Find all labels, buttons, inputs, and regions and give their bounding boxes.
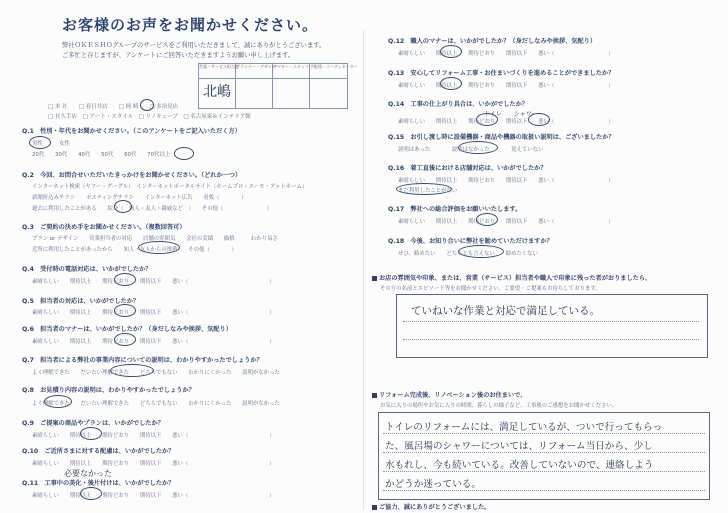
q3-circle (138, 241, 180, 254)
footer-thanks (372, 502, 490, 511)
q2-question: Q.2 今回、お問合せいただいたきっかけをお聞かせください。（どれか一つ） (22, 172, 242, 179)
q1-age-circle (174, 147, 194, 160)
comment2-box (378, 412, 710, 500)
store-options-row-1: □ 本 社 □ 春日井店 □ 岡 崎 □ 多治見店 (48, 104, 179, 110)
q10-question: Q.10 ご近所さまに対する配慮は、いかがでしたか？ (22, 448, 175, 455)
q16-circle (396, 183, 452, 195)
q6-question: Q.6 担当者のマナーは、いかがでしたか？（身だしなみや挨拶、気配り） (22, 326, 232, 333)
q17-answers: 素晴らしい 期待以上 期待どおり 期待以下 悪い（ ） (398, 219, 614, 225)
q14-circle-1 (476, 113, 498, 126)
q6-circle (114, 333, 136, 346)
q14-answers: 素晴らしい 期待以上 期待どおり 期待以下 悪い（ ） (398, 119, 614, 125)
page-title: お客様のお声をお聞かせください。 (62, 16, 319, 34)
q5-circle (114, 304, 136, 317)
footer-text: ご協力、誠にありがとうございました。 (379, 504, 491, 511)
comment1-handwritten: ていねいな作業と対応で満足している。 (411, 305, 600, 317)
q7-circle (110, 364, 154, 377)
q1-age: 20代 30代 40代 50代 60代 70代以上 (32, 152, 171, 158)
q11-question: Q.11 工事中の美化・後片付けは、いかがでしたか？ (22, 480, 175, 487)
q13-circle (440, 77, 462, 90)
q10-answers: 素晴らしい 期待以上 期待どおり 期待以下 悪い（ ） (32, 461, 275, 467)
q14-question: Q.14 工事の仕上がり具合は、いかがでしたか？ (388, 101, 528, 108)
q16-question: Q.16 着工直後における店舗対応は、いかがでしたか？ (388, 165, 547, 172)
q2-opt-2: 新聞折込みチラシ ポスティングチラシ インターネット広告 看板（ ） (32, 195, 247, 201)
stamp-col-planner: プランナー・デザイナー (236, 64, 273, 108)
intro-line-1: 弊社ＯＫＥＳＨＯグループのサービスをご利用いただきまして、誠にありがとうございます。 (62, 42, 326, 49)
store-selection-mark (140, 99, 154, 111)
comment1-question-text: お店の雰囲気や印象、または、営業（サービス）担当者や職人で印象に残った者がおりましたら、 (379, 275, 652, 282)
q1-gender-circle (29, 136, 51, 149)
q15-answers: 説明はあった 説明はなかった 覚えていない (398, 147, 544, 153)
q2-opt-3: 過去に利用したことがある 紹介（ 知人・友人・親戚など ） その他（ ） (32, 206, 272, 212)
q15-question: Q.15 お引し渡し時に設備機器・商品や機器の取扱い説明は、ございましたか？ (388, 134, 615, 141)
comment1-question-2: その方の名前とエピソード等をお聞かせください。ご要望・ご提案もお待ちしております。 (380, 286, 601, 292)
q7-answers: よく理解できた だいたい理解できた どちらでもない わかりにくかった 説明がなかった (32, 370, 280, 376)
q4-question: Q.4 受付時の電話対応は、いかがでしたか？ (22, 266, 152, 273)
q7-question: Q.7 担当者による弊社の事業内容についての説明は、わかりやすかったでしょうか？ (22, 357, 263, 364)
comment1-box (396, 294, 708, 358)
intro-line-2: ご多忙と存じますが、アンケートにご回答いただきますようお願い申し上げます。 (62, 52, 295, 59)
q5-question: Q.5 担当者の対応は、いかがでしたか？ (22, 298, 140, 305)
q2-opt-1: インターネット検索（ヤフー・グーグル） インターネットポータルサイト（ホームプロ・スーモ・アットホーム） (32, 184, 308, 190)
q17-circle (476, 213, 498, 226)
q3-question: Q.3 ご契約の決め手をお聞かせください。（複数回答可） (22, 224, 186, 231)
q1-gender: 男性 女性 (32, 141, 70, 147)
q8-answers: よく理解できた だいたい理解できた どちらでもない わかりにくかった 説明がなかった (32, 401, 280, 407)
q11-answers: 素晴らしい 期待以上 期待どおり 期待以下 悪い（ ） (32, 493, 275, 499)
comment2-line-1: トイレのリフォームには、満足しているが、ついで行ってもらっ (385, 422, 663, 433)
q12-answers: 素晴らしい 期待以上 期待どおり 期待以下 悪い（ ） (398, 51, 614, 57)
q4-answers: 素晴らしい 期待以上 期待どおり 期待以下 悪い（ ） (32, 279, 275, 285)
comment2-line-3: 水もれし、今も続いている。改善していないので、連絡しよう (385, 460, 654, 471)
q9-question: Q.9 ご提案の商品やプランは、いかがでしたか？ (22, 420, 164, 427)
q12-circle (440, 45, 462, 58)
comment2-line-2: た、風呂場のシャワーについては、リフォーム当日から、少し (385, 441, 653, 452)
q17-question: Q.17 弊社への総合評価をお願いいたします。 (388, 206, 522, 213)
store-options-row-2: □ 長久手店 □ アート・スタイル □ リノキューブ □ 名古屋東＆インテリア館 (48, 114, 251, 120)
stamp-col-after: アフター・スタッフ (273, 64, 310, 108)
comment2-question (372, 390, 526, 399)
comment2-line-4: かどうか迷っている。 (385, 479, 481, 490)
q16-not-used: まだ利用したことがない (398, 188, 458, 194)
q14-circle-2 (528, 113, 550, 126)
q8-circle (44, 395, 72, 408)
q1-question: Q.1 性別・年代をお聞かせください。（このアンケートをご記入いただく方） (22, 128, 241, 135)
q3-opt-1: プラン or デザイン 営業担当者の対応 店舗の雰囲気 会社の実績 価格 わかり易さ (32, 236, 278, 242)
q6-answers: 素晴らしい 期待以上 期待どおり 期待以下 悪い（ ） (32, 339, 275, 345)
q9-answers: 素晴らしい 期待以上 期待どおり 期待以下 悪い（ ） (32, 433, 275, 439)
q12-question: Q.12 職人のマナーは、いかがでしたか？（身だしなみや挨拶、気配り） (388, 38, 597, 45)
q5-answers: 素晴らしい 期待以上 期待どおり 期待以下 悪い（ ） (32, 310, 275, 316)
q8-question: Q.8 お見積り内容の説明は、わかりやすかったでしょうか？ (22, 387, 195, 394)
staff-stamp-box (198, 63, 358, 109)
q18-circle (458, 245, 504, 258)
handwritten-staff-name: 北嶋 (203, 84, 231, 100)
q10-handwritten-note: 必要なかった (64, 469, 112, 478)
comment1-question (372, 273, 651, 282)
q9-circle (80, 427, 102, 440)
q13-question: Q.13 安心してリフォーム工事・お住まいづくりを進めることができましたか？ (388, 70, 615, 77)
q11-circle (80, 487, 102, 500)
q2-circle (114, 200, 132, 213)
q14-handwritten-note: トイレ シャワー (484, 111, 538, 118)
stamp-col-coordinator: 手配係・コーディネーター (310, 64, 358, 69)
q18-question: Q.18 今後、お知り合いに弊社を勧めていただけますか？ (388, 238, 553, 245)
q18-answers: ぜひ、勧めたい どちらとも言えない 勧めたくない (398, 251, 538, 257)
comment2-question-2: お気に入りの場所やお気に入りの時間、暮らしの様子など、工事後のご感想をお聞かせください。 (380, 403, 618, 409)
column-divider (363, 30, 364, 510)
comment2-question-text: リフォーム完成後、リノベーション後のお住まいで、 (379, 392, 527, 399)
q16-answers: 素晴らしい 期待以上 期待どおり 期待以下 悪い（ ） (398, 178, 614, 184)
stamp-col-sales: 営業・サービス担当者 (199, 64, 236, 108)
q3-opt-2: 近所に利用したことがあったから 知人・友人からの推薦 その他（ ） (32, 247, 237, 253)
q13-answers: 素晴らしい 期待以上 期待どおり 期待以下 悪い（ ） (398, 83, 614, 89)
q15-circle (458, 141, 498, 154)
q4-circle (114, 273, 136, 286)
